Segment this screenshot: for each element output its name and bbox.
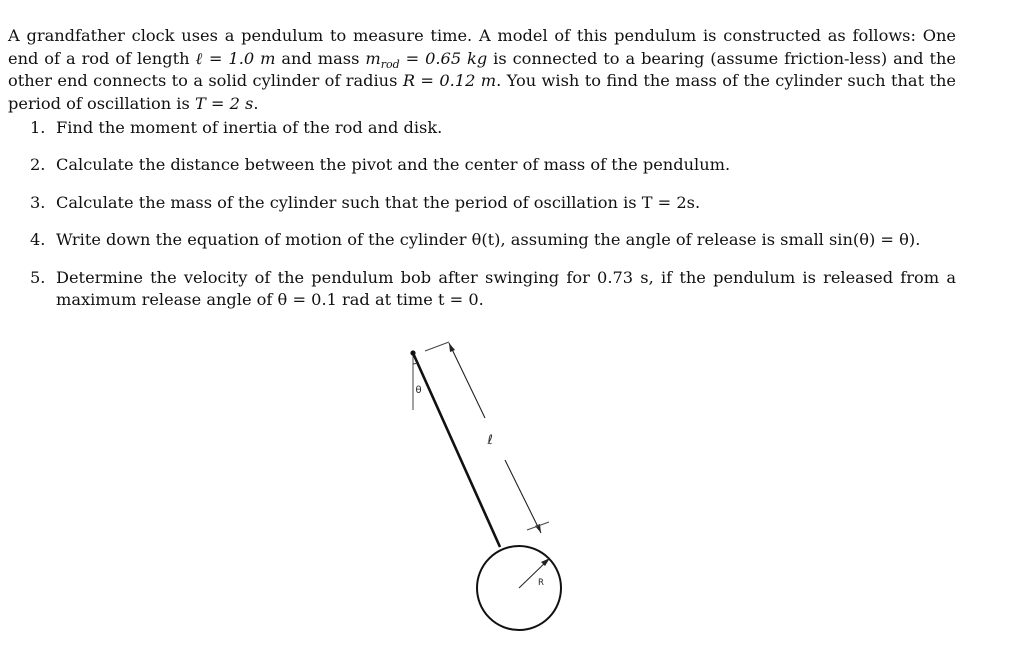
rod-length-expression: ℓ = 1.0 m [195, 48, 276, 68]
length-arrow-head-top [449, 343, 455, 352]
task-text: Determine the velocity of the pendulum bob after swinging for 0.73 s, if the pendulum is released from a maximum release angle of θ = 0.1 rad at time t = 0. [56, 267, 956, 310]
task-text: Find the moment of inertia of the rod and disk. [56, 118, 443, 137]
task-number: 2. [30, 155, 46, 175]
problem-text-2: and mass [275, 48, 366, 68]
rod-mass-symbol: m [365, 48, 381, 68]
task-number: 1. [30, 118, 46, 137]
pendulum-diagram [395, 335, 575, 635]
task-item [30, 229, 956, 252]
task-list [30, 117, 956, 327]
problem-text-5: . [253, 93, 259, 113]
task-item [30, 154, 956, 177]
pendulum-rod [413, 353, 500, 547]
rod-mass-subscript: rod [380, 58, 400, 72]
radius-label: R [538, 578, 544, 588]
task-text: Write down the equation of motion of the cylinder θ(t), assuming the angle of release is small sin(θ) = θ). [56, 230, 921, 250]
dimension-tick-top [425, 342, 449, 351]
length-dimension-line-upper [449, 343, 485, 418]
task-text: Calculate the mass of the cylinder such that the period of oscillation is T = 2s. [56, 192, 701, 212]
problem-statement [8, 25, 956, 115]
length-label: ℓ [487, 433, 493, 448]
problem-text-1: A grandfather clock uses a pendulum to measure time. A model of this pendulum is constructed as follows: One end of a rod of length [8, 26, 956, 68]
cylinder-radius-expression: R = 0.12 m [402, 71, 497, 91]
task-item [30, 267, 956, 312]
problem-text-3: is connected to a bearing (assume friction-less) and the other end connects to a solid cylinder of radius [8, 48, 956, 91]
task-number: 5. [30, 267, 46, 287]
task-text: Calculate the distance between the pivot and the center of mass of the pendulum. [56, 155, 731, 175]
period-expression: T = 2 s [194, 93, 254, 113]
theta-label: θ [415, 385, 422, 396]
task-number: 4. [30, 230, 46, 250]
task-number: 3. [30, 192, 46, 212]
length-dimension-line-lower [505, 460, 541, 533]
rod-mass-value: = 0.65 kg [399, 48, 488, 68]
angle-arc [413, 363, 417, 364]
task-item [30, 192, 956, 215]
problem-text-4: . You wish to find the mass of the cylinder such that the period of oscillation is [8, 71, 956, 113]
task-item [30, 117, 956, 140]
